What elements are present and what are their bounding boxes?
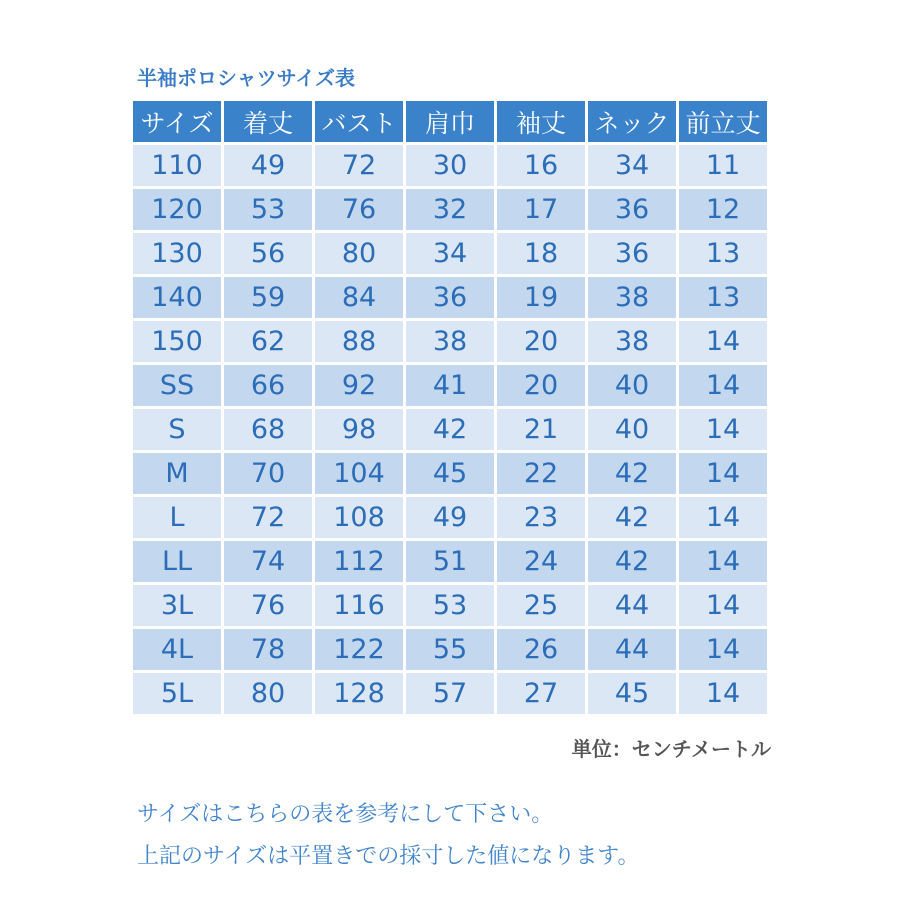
measurement-cell: 53	[224, 189, 312, 230]
measurement-cell: 20	[497, 321, 585, 362]
measurement-cell: 92	[315, 365, 403, 406]
table-row	[133, 497, 767, 538]
size-cell: SS	[133, 365, 221, 406]
measurement-cell: 80	[224, 673, 312, 714]
measurement-cell: 49	[406, 497, 494, 538]
measurement-cell: 44	[588, 629, 676, 670]
measurement-cell: 38	[588, 321, 676, 362]
measurement-cell: 84	[315, 277, 403, 318]
measurement-cell: 38	[588, 277, 676, 318]
header-neck: ネック	[588, 101, 676, 142]
measurement-cell: 14	[679, 541, 767, 582]
measurement-cell: 55	[406, 629, 494, 670]
measurement-cell: 14	[679, 365, 767, 406]
measurement-cell: 42	[406, 409, 494, 450]
measurement-cell: 16	[497, 145, 585, 186]
measurement-cell: 80	[315, 233, 403, 274]
measurement-cell: 72	[315, 145, 403, 186]
measurement-cell: 42	[588, 497, 676, 538]
measurement-cell: 128	[315, 673, 403, 714]
measurement-cell: 24	[497, 541, 585, 582]
note-text: 上記のサイズは平置きでの採寸した値になります。	[137, 844, 640, 869]
measurement-cell: 36	[588, 189, 676, 230]
measurement-cell: 45	[406, 453, 494, 494]
table-row	[133, 321, 767, 362]
measurement-cell: 13	[679, 233, 767, 274]
header-shoulder: 肩巾	[406, 101, 494, 142]
measurement-cell: 112	[315, 541, 403, 582]
table-row	[133, 189, 767, 230]
measurement-cell: 18	[497, 233, 585, 274]
size-cell: 130	[133, 233, 221, 274]
measurement-cell: 34	[406, 233, 494, 274]
measurement-cell: 41	[406, 365, 494, 406]
measurement-cell: 116	[315, 585, 403, 626]
header-placket: 前立丈	[679, 101, 767, 142]
measurement-cell: 14	[679, 409, 767, 450]
measurement-cell: 36	[406, 277, 494, 318]
table-row	[133, 409, 767, 450]
measurement-cell: 26	[497, 629, 585, 670]
measurement-cell: 42	[588, 541, 676, 582]
table-header-row	[133, 101, 767, 142]
measurement-cell: 23	[497, 497, 585, 538]
measurement-cell: 12	[679, 189, 767, 230]
header-sleeve: 袖丈	[497, 101, 585, 142]
measurement-cell: 20	[497, 365, 585, 406]
measurement-cell: 32	[406, 189, 494, 230]
measurement-cell: 62	[224, 321, 312, 362]
header-size: サイズ	[133, 101, 221, 142]
table-row	[133, 629, 767, 670]
measurement-cell: 19	[497, 277, 585, 318]
measurement-cell: 14	[679, 629, 767, 670]
measurement-cell: 104	[315, 453, 403, 494]
measurement-cell: 98	[315, 409, 403, 450]
measurement-cell: 70	[224, 453, 312, 494]
size-table	[130, 98, 770, 717]
measurement-cell: 68	[224, 409, 312, 450]
size-cell: S	[133, 409, 221, 450]
measurement-cell: 14	[679, 497, 767, 538]
measurement-cell: 40	[588, 365, 676, 406]
header-bust: バスト	[315, 101, 403, 142]
measurement-cell: 27	[497, 673, 585, 714]
size-cell: 150	[133, 321, 221, 362]
measurement-cell: 49	[224, 145, 312, 186]
page-title: 半袖ポロシャツサイズ表	[137, 66, 355, 90]
size-cell: 5L	[133, 673, 221, 714]
note-text: サイズはこちらの表を参考にして下さい。	[137, 802, 554, 827]
table-row	[133, 673, 767, 714]
measurement-cell: 53	[406, 585, 494, 626]
measurement-cell: 34	[588, 145, 676, 186]
measurement-cell: 72	[224, 497, 312, 538]
measurement-cell: 76	[224, 585, 312, 626]
size-cell: LL	[133, 541, 221, 582]
table-body	[133, 145, 767, 714]
measurement-cell: 22	[497, 453, 585, 494]
table-row	[133, 233, 767, 274]
measurement-cell: 88	[315, 321, 403, 362]
size-cell: 140	[133, 277, 221, 318]
size-cell: 3L	[133, 585, 221, 626]
measurement-cell: 25	[497, 585, 585, 626]
measurement-cell: 38	[406, 321, 494, 362]
measurement-cell: 21	[497, 409, 585, 450]
measurement-cell: 11	[679, 145, 767, 186]
size-cell: 4L	[133, 629, 221, 670]
measurement-cell: 45	[588, 673, 676, 714]
measurement-cell: 13	[679, 277, 767, 318]
measurement-cell: 122	[315, 629, 403, 670]
measurement-cell: 56	[224, 233, 312, 274]
measurement-cell: 57	[406, 673, 494, 714]
size-cell: M	[133, 453, 221, 494]
measurement-cell: 14	[679, 321, 767, 362]
measurement-cell: 78	[224, 629, 312, 670]
measurement-cell: 51	[406, 541, 494, 582]
table-row	[133, 365, 767, 406]
table-row	[133, 145, 767, 186]
measurement-cell: 44	[588, 585, 676, 626]
measurement-cell: 14	[679, 585, 767, 626]
measurement-cell: 30	[406, 145, 494, 186]
table-row	[133, 541, 767, 582]
size-cell: L	[133, 497, 221, 538]
table-row	[133, 277, 767, 318]
size-cell: 110	[133, 145, 221, 186]
table-row	[133, 453, 767, 494]
measurement-cell: 76	[315, 189, 403, 230]
measurement-cell: 14	[679, 673, 767, 714]
measurement-cell: 36	[588, 233, 676, 274]
measurement-cell: 59	[224, 277, 312, 318]
measurement-cell: 42	[588, 453, 676, 494]
measurement-cell: 108	[315, 497, 403, 538]
measurement-cell: 40	[588, 409, 676, 450]
measurement-cell: 66	[224, 365, 312, 406]
unit-label: 単位：センチメートル	[571, 737, 771, 761]
measurement-cell: 74	[224, 541, 312, 582]
measurement-cell: 14	[679, 453, 767, 494]
table-row	[133, 585, 767, 626]
header-length: 着丈	[224, 101, 312, 142]
measurement-cell: 17	[497, 189, 585, 230]
size-cell: 120	[133, 189, 221, 230]
